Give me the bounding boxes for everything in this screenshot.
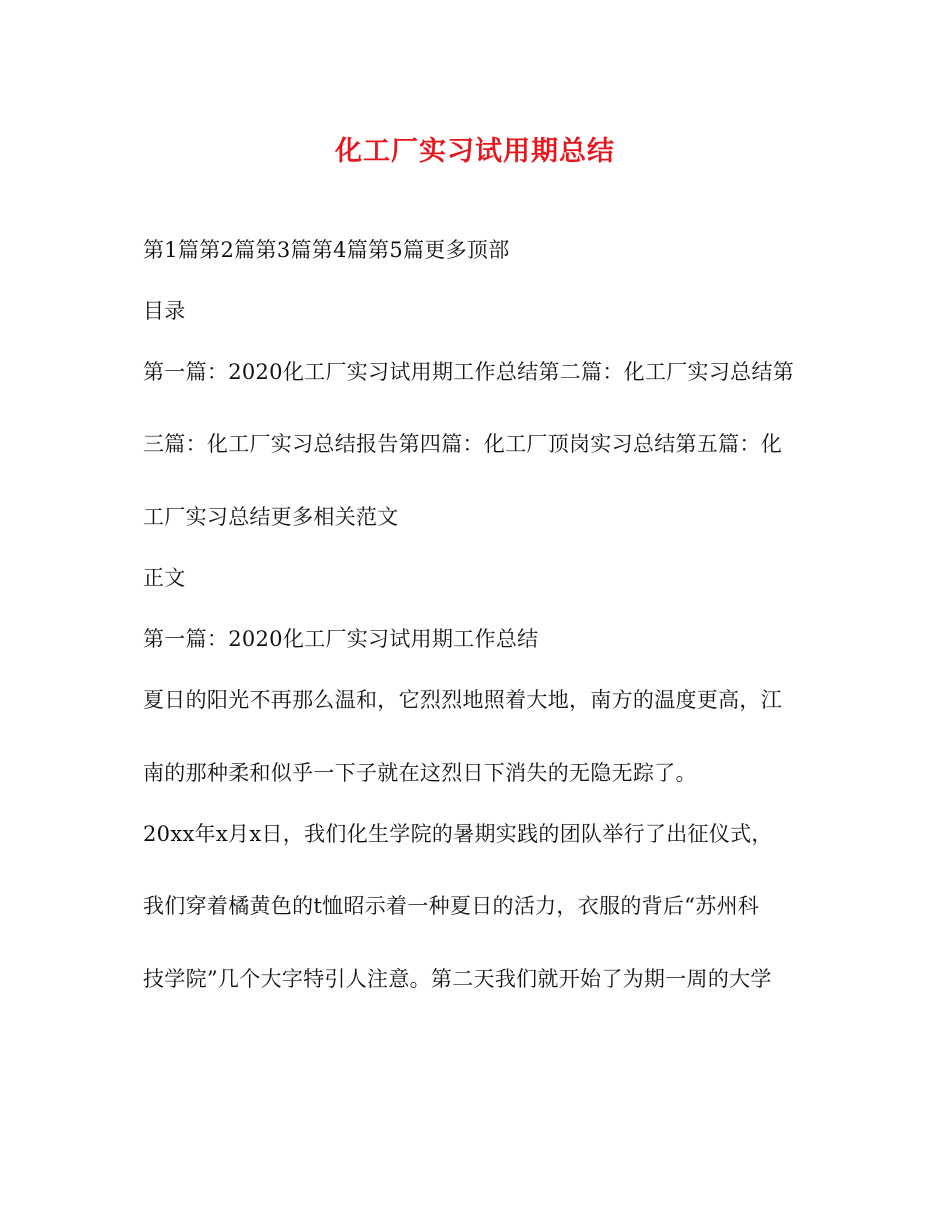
paragraph-line: 20xx年x月x日，我们化生学院的暑期实践的团队举行了出征仪式， — [143, 822, 773, 846]
toc-line: 三篇：化工厂实习总结报告第四篇：化工厂顶岗实习总结第五篇：化 — [143, 432, 782, 456]
toc-line: 第一篇：2020化工厂实习试用期工作总结第二篇：化工厂实习总结第 — [143, 360, 795, 384]
paragraph-line: 南的那种柔和似乎一下子就在这烈日下消失的无隐无踪了。 — [143, 761, 697, 785]
article-nav-line: 第1篇第2篇第3篇第4篇第5篇更多顶部 — [143, 238, 510, 262]
toc-line: 工厂实习总结更多相关范文 — [143, 505, 399, 529]
toc-heading: 目录 — [143, 299, 186, 323]
document-title: 化工厂实习试用期总结 — [335, 136, 615, 167]
paragraph-line: 我们穿着橘黄色的t恤昭示着一种夏日的活力，衣服的背后“苏州科 — [143, 894, 760, 918]
paragraph-line: 技学院”几个大字特引人注意。第二天我们就开始了为期一周的大学 — [143, 967, 772, 991]
section-heading: 第一篇：2020化工厂实习试用期工作总结 — [143, 627, 539, 651]
body-heading: 正文 — [143, 566, 186, 590]
paragraph-line: 夏日的阳光不再那么温和，它烈烈地照着大地，南方的温度更高，江 — [143, 688, 782, 712]
